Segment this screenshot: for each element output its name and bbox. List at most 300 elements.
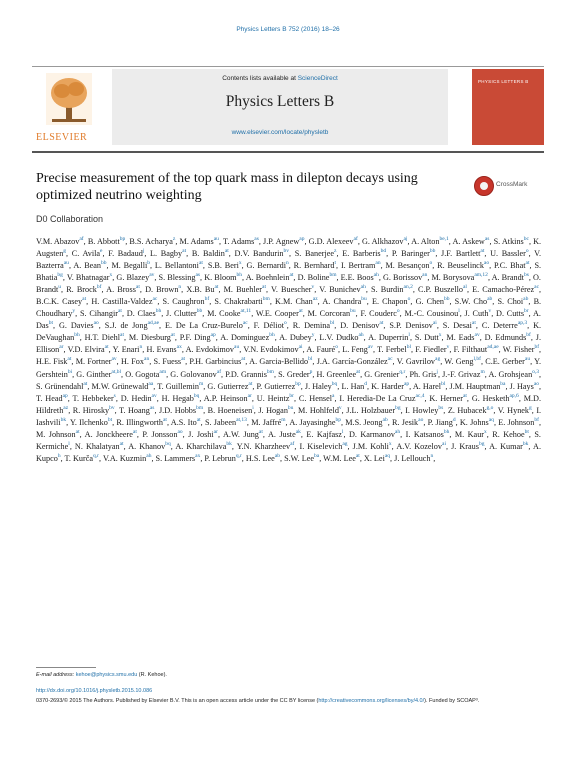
author-affiliation-marker[interactable]: ar [59,344,64,351]
author-affiliation-marker[interactable]: bt [524,428,529,435]
author-name[interactable]: P.F. Ding [179,333,211,343]
author-affiliation-marker[interactable]: o [407,296,411,303]
author-affiliation-marker[interactable]: aq [488,416,494,423]
author-affiliation-marker[interactable]: o,3 [532,368,540,375]
author-affiliation-marker[interactable]: ao [418,416,424,423]
author-name[interactable]: L. Han [341,381,365,391]
author-name[interactable]: S.J. de Jong [104,321,148,331]
author-affiliation-marker[interactable]: bb [443,296,450,303]
author-name[interactable]: J.-F. Grivaz [442,369,481,379]
author-affiliation-marker[interactable]: bf [534,344,540,351]
author-affiliation-marker[interactable]: ap [403,380,410,387]
author-affiliation-marker[interactable]: z [172,236,176,242]
author-affiliation-marker[interactable]: at [120,332,124,339]
author-affiliation-marker[interactable]: v [311,284,315,291]
author-affiliation-marker[interactable]: g,o [486,404,494,411]
author-name[interactable]: T. Head [36,393,63,403]
author-name[interactable]: J.F. Bartlett [441,249,481,259]
author-name[interactable]: S. Dutt [414,333,439,343]
author-affiliation-marker[interactable]: av [474,332,480,339]
crossmark-badge[interactable] [474,176,544,196]
author-name[interactable]: K. DeVaughan [36,321,542,343]
author-name[interactable]: D. Karmanov [348,429,395,439]
author-name[interactable]: G. Davies [58,321,94,331]
author-affiliation-marker[interactable]: bt [107,416,113,423]
journal-homepage-link[interactable]: www.elsevier.com/locate/physletb [231,129,329,136]
author-name[interactable]: G. Bernardi [246,261,287,271]
author-affiliation-marker[interactable]: bg [395,404,401,411]
author-name[interactable]: G. Golovanov [170,369,217,379]
author-affiliation-marker[interactable]: ah [373,272,379,279]
author-name[interactable]: M. Cooke [207,309,241,319]
author-name[interactable]: P. Jonsson [142,429,178,439]
author-name[interactable]: T. Ferbel [377,345,407,355]
author-name[interactable]: D. Boline [297,273,330,283]
author-name[interactable]: E. Johnson [498,417,535,427]
author-name[interactable]: M.W. Grünewald [91,381,149,391]
author-affiliation-marker[interactable]: bb [101,260,107,267]
author-name[interactable]: B.S. Acharya [129,237,173,246]
author-affiliation-marker[interactable]: at [355,452,360,459]
author-name[interactable]: C. Hensel [298,393,333,403]
author-name[interactable]: V. Bunichev [319,285,361,295]
author-affiliation-marker[interactable]: d [452,416,456,423]
author-affiliation-marker[interactable]: ao [533,380,540,387]
author-name[interactable]: J. Kraus [451,441,479,451]
author-name[interactable]: J. Clutter [166,309,197,319]
author-affiliation-marker[interactable]: at [289,272,294,279]
author-name[interactable]: P. Lebrun [204,453,236,463]
author-name[interactable]: E. Kajfasz [306,429,342,439]
author-name[interactable]: S. Burdin [371,285,404,295]
author-name[interactable]: Y. Gershtein [36,357,542,379]
author-name[interactable]: F. Badaud [108,249,143,259]
author-name[interactable]: P. Gutierrez [256,381,296,391]
license-link[interactable]: http://creativecommons.org/licenses/by/4.0/ [318,698,425,704]
author-name[interactable]: G. Ginther [76,369,112,379]
author-name[interactable]: R. Illingworth [116,417,163,427]
author-affiliation-marker[interactable]: bu [287,404,294,411]
author-affiliation-marker[interactable]: l,bf [473,356,481,363]
author-name[interactable]: A. Dubey [279,333,312,343]
author-name[interactable]: M. Eads [446,333,475,343]
author-affiliation-marker[interactable]: o [335,344,338,351]
author-affiliation-marker[interactable]: at [258,428,263,435]
author-name[interactable]: J.L. Holzbauer [346,405,396,415]
author-name[interactable]: V. Bhatnagar [66,273,110,283]
author-name[interactable]: H. Hegab [161,393,194,403]
author-affiliation-marker[interactable]: bu [361,296,367,303]
author-name[interactable]: A.S. Ito [170,417,197,427]
author-name[interactable]: J.M. Hauptman [449,381,501,391]
author-name[interactable]: S. Lammers [155,453,196,463]
author-name[interactable]: H. Evans [146,345,177,355]
author-name[interactable]: A. Khanov [128,441,166,451]
author-affiliation-marker[interactable]: ab [523,296,529,303]
author-name[interactable]: M. Adams [179,237,214,246]
author-affiliation-marker[interactable]: at [214,284,219,291]
author-affiliation-marker[interactable]: ai [298,344,303,351]
author-affiliation-marker[interactable]: ao [93,320,99,327]
author-affiliation-marker[interactable]: ax [195,452,201,459]
author-name[interactable]: A. Alton [411,237,440,246]
author-affiliation-marker[interactable]: at [248,380,253,387]
author-name[interactable]: R. Beuselinck [437,261,484,271]
author-affiliation-marker[interactable]: af [79,236,84,242]
author-name[interactable]: A. Bean [73,261,102,271]
author-affiliation-marker[interactable]: av [111,356,117,363]
author-affiliation-marker[interactable]: br [289,392,295,399]
author-affiliation-marker[interactable]: l [458,308,460,315]
author-name[interactable]: A. Evdokimov [185,345,234,355]
author-name[interactable]: S. Greder [278,369,310,379]
author-name[interactable]: L. Feng [342,345,368,355]
author-name[interactable]: J. Haley [304,381,332,391]
author-affiliation-marker[interactable]: q,r [93,452,99,459]
author-affiliation-marker[interactable]: m [198,380,204,387]
author-name[interactable]: M.S. Jeong [345,417,383,427]
author-name[interactable]: T. Adams [222,237,255,246]
author-affiliation-marker[interactable]: an [144,356,150,363]
author-name[interactable]: A. Duperrin [368,333,409,343]
author-affiliation-marker[interactable]: as [195,272,201,279]
author-affiliation-marker[interactable]: at [224,248,229,255]
author-affiliation-marker[interactable]: ao [483,260,490,267]
author-affiliation-marker[interactable]: ba [500,380,506,387]
author-name[interactable]: A. Kumar [489,441,523,451]
author-affiliation-marker[interactable]: x [438,332,442,339]
author-affiliation-marker[interactable]: ai [442,440,446,447]
author-name[interactable]: J. Hays [509,381,534,391]
author-name[interactable]: S. Fuess [153,357,182,367]
author-affiliation-marker[interactable]: bh [443,428,450,435]
author-affiliation-marker[interactable]: l [408,332,410,339]
author-name[interactable]: S. Cihangir [79,309,118,319]
author-name[interactable]: S. Banerjee [294,249,335,259]
author-name[interactable]: I. Iashvili [36,405,542,427]
author-name[interactable]: E. Camacho-Pérez [472,285,535,295]
author-name[interactable]: D. Edmunds [484,333,527,343]
author-affiliation-marker[interactable]: at [104,344,109,351]
author-name[interactable]: X.B. Bu [186,285,215,295]
author-affiliation-marker[interactable]: ad,ae [487,344,499,351]
author-name[interactable]: F. Déliot [253,321,284,331]
author-name[interactable]: D. Brown [145,285,179,295]
author-name[interactable]: C. Avila [71,249,101,259]
author-name[interactable]: H.E. Fisk [36,357,68,367]
author-name[interactable]: P.H. Garbincius [189,357,242,367]
author-affiliation-marker[interactable]: bh [269,332,275,339]
author-affiliation-marker[interactable]: au [234,344,240,351]
author-name[interactable]: P.D. Grannis [225,369,267,379]
author-name[interactable]: M. Kaur [454,429,485,439]
author-name[interactable]: V.M. Abazov [36,237,80,246]
author-affiliation-marker[interactable]: bm [266,368,274,375]
author-affiliation-marker[interactable]: bq [331,380,338,387]
author-name[interactable]: R. Demina [292,321,331,331]
author-affiliation-marker[interactable]: ah [394,428,401,435]
author-affiliation-marker[interactable]: b [147,260,151,267]
author-name[interactable]: S.W. Lee [284,453,315,463]
author-affiliation-marker[interactable]: at [82,296,87,303]
author-affiliation-marker[interactable]: bh [236,272,243,279]
author-affiliation-marker[interactable]: bc [523,236,529,242]
author-name[interactable]: G. Hesketh [471,393,510,403]
author-name[interactable]: B. Choudhary [36,297,542,319]
author-name[interactable]: M. Begalli [111,261,148,271]
author-affiliation-marker[interactable]: v [446,344,450,351]
author-affiliation-marker[interactable]: p [309,368,313,375]
author-affiliation-marker[interactable]: bp [119,236,126,242]
author-name[interactable]: M.-C. Cousinou [404,309,459,319]
author-affiliation-marker[interactable]: o [525,248,529,255]
author-name[interactable]: A. Fauré [306,345,336,355]
author-name[interactable]: K. Bloom [204,273,237,283]
author-affiliation-marker[interactable]: ag [435,356,441,363]
author-affiliation-marker[interactable]: bp [295,380,301,387]
author-name[interactable]: K. Augsten [36,237,542,259]
author-affiliation-marker[interactable]: ao [177,428,183,435]
author-affiliation-marker[interactable]: ad,ae [147,320,160,327]
author-affiliation-marker[interactable]: ar [247,392,252,399]
author-affiliation-marker[interactable]: q,r [235,452,242,459]
author-name[interactable]: V.A. Kuzmin [102,453,147,463]
author-name[interactable]: E. Barberis [342,249,381,259]
author-name[interactable]: S. Caughron [162,297,205,307]
author-affiliation-marker[interactable]: bq [193,392,200,399]
author-affiliation-marker[interactable]: g [529,404,532,411]
author-affiliation-marker[interactable]: o [429,260,433,267]
author-affiliation-marker[interactable]: x [388,440,392,447]
author-name[interactable]: Y. Enari [112,345,140,355]
author-name[interactable]: M. Hohlfeld [297,405,339,415]
author-name[interactable]: M. Buehler [223,285,262,295]
author-name[interactable]: G. Chen [415,297,444,307]
author-name[interactable]: C.P. Buszello [418,285,463,295]
author-name[interactable]: J. Lellouch [394,453,431,463]
author-affiliation-marker[interactable]: o [283,320,287,327]
author-name[interactable]: C. Deterre [481,321,518,331]
author-name[interactable]: H. Castilla-Valdez [91,297,153,307]
author-affiliation-marker[interactable]: ag [342,440,348,447]
author-affiliation-marker[interactable]: bf [534,416,539,423]
author-affiliation-marker[interactable]: ap [210,332,216,339]
author-affiliation-marker[interactable]: av [367,344,374,351]
author-name[interactable]: H.S. Lee [245,453,275,463]
author-name[interactable]: W. Fisher [502,345,535,355]
author-name[interactable]: H.T. Diehl [84,333,120,343]
author-name[interactable]: P. Jiang [427,417,453,427]
author-affiliation-marker[interactable]: bm [262,296,270,303]
author-affiliation-marker[interactable]: ax [176,344,182,351]
author-name[interactable]: A. Das [36,309,541,331]
author-name[interactable]: M.D. Hildreth [36,393,542,415]
author-affiliation-marker[interactable]: au [213,236,219,242]
author-affiliation-marker[interactable]: bb [429,248,436,255]
author-affiliation-marker[interactable]: s [113,392,116,399]
author-name[interactable]: S. Chakrabarti [214,297,263,307]
author-affiliation-marker[interactable]: bf [204,296,210,303]
author-affiliation-marker[interactable]: av [149,272,155,279]
author-affiliation-marker[interactable]: ac [152,296,158,303]
author-affiliation-marker[interactable]: at [356,368,361,375]
author-name[interactable]: J. Joshi [188,429,214,439]
journal-cover-thumbnail[interactable] [472,69,544,145]
author-affiliation-marker[interactable]: bl [330,320,335,327]
author-affiliation-marker[interactable]: am,12 [474,272,488,279]
author-name[interactable]: I. Howley [405,405,439,415]
author-name[interactable]: A.V. Kozelov [396,441,442,451]
author-name[interactable]: F. Filthaut [453,345,488,355]
author-affiliation-marker[interactable]: bl [308,356,313,363]
author-affiliation-marker[interactable]: v [488,308,492,315]
author-name[interactable]: M. Diesburg [128,333,171,343]
author-name[interactable]: R. Kehoe [492,429,525,439]
author-affiliation-marker[interactable]: n [430,452,434,459]
journal-reference[interactable]: Physics Letters B 752 (2016) 18–26 [236,26,340,33]
author-name[interactable]: A. Kupco [36,441,541,463]
author-name[interactable]: I. Bertram [340,261,376,271]
author-affiliation-marker[interactable]: bg [478,440,485,447]
author-name[interactable]: U. Bassler [490,249,526,259]
author-affiliation-marker[interactable]: o [396,308,400,315]
author-name[interactable]: Y. Ilchenko [70,417,108,427]
author-affiliation-marker[interactable]: at [162,416,167,423]
author-name[interactable]: A. Boehnlein [245,273,290,283]
author-name[interactable]: Ph. Gris [409,369,437,379]
author-affiliation-marker[interactable]: a [332,392,335,399]
author-affiliation-marker[interactable]: ap,3 [517,320,528,327]
author-affiliation-marker[interactable]: bm [329,272,337,279]
author-name[interactable]: B. Baldin [191,249,225,259]
author-name[interactable]: G. Blazey [116,273,150,283]
author-affiliation-marker[interactable]: bl [406,344,411,351]
author-name[interactable]: B. Hoeneisen [207,405,253,415]
author-name[interactable]: M. Borysova [431,273,475,283]
author-name[interactable]: A. Brandt [491,273,524,283]
author-affiliation-marker[interactable]: y [311,332,315,339]
author-affiliation-marker[interactable]: at,11 [240,308,252,315]
author-name[interactable]: P.C. Bhat [494,261,526,271]
author-name[interactable]: V. Hynek [497,405,530,415]
author-name[interactable]: S. Choi [497,297,524,307]
author-name[interactable]: W.E. Cooper [255,309,299,319]
author-affiliation-marker[interactable]: at [119,440,124,447]
author-affiliation-marker[interactable]: at [241,356,246,363]
author-name[interactable]: A. Grohsjean [488,369,533,379]
author-affiliation-marker[interactable]: ab [382,416,388,423]
author-affiliation-marker[interactable]: bk [60,416,67,423]
author-affiliation-marker[interactable]: n [139,344,143,351]
author-name[interactable]: V. Bazterra [36,249,542,271]
author-name[interactable]: S. Blessing [158,273,196,283]
author-affiliation-marker[interactable]: ak [295,428,301,435]
author-affiliation-marker[interactable]: ah [358,332,364,339]
sciencedirect-link[interactable]: ScienceDirect [297,75,338,82]
author-affiliation-marker[interactable]: bd [380,248,387,255]
doi-link[interactable]: http://dx.doi.org/10.1016/j.physletb.2015.10.086 [36,688,153,694]
author-name[interactable]: L.V. Dudko [319,333,359,343]
author-affiliation-marker[interactable]: d [364,380,367,387]
author-affiliation-marker[interactable]: i [252,404,254,411]
author-name[interactable]: F. Couderc [360,309,397,319]
author-name[interactable]: K. Johns [459,417,489,427]
author-affiliation-marker[interactable]: aq [384,452,391,459]
author-name[interactable]: A. Chandra [322,297,362,307]
author-affiliation-marker[interactable]: ac [387,356,393,363]
author-name[interactable]: S.P. Denisov [389,321,433,331]
author-affiliation-marker[interactable]: ac,4 [415,392,425,399]
author-affiliation-marker[interactable]: an [422,272,428,279]
author-name[interactable]: I. Kiselevich [299,441,343,451]
author-name[interactable]: H. Fox [121,357,144,367]
author-affiliation-marker[interactable]: q,r [399,368,406,375]
author-name[interactable]: S.W. Cho [454,297,488,307]
author-affiliation-marker[interactable]: at [480,248,485,255]
author-affiliation-marker[interactable]: h [57,452,61,459]
author-affiliation-marker[interactable]: bv [109,404,115,411]
author-affiliation-marker[interactable]: at [525,260,530,267]
author-affiliation-marker[interactable]: bl [441,380,446,387]
author-affiliation-marker[interactable]: al [462,284,467,291]
author-name[interactable]: I. Heredia-De La Cruz [339,393,416,403]
author-affiliation-marker[interactable]: at,13 [236,416,247,423]
author-affiliation-marker[interactable]: az [312,296,318,303]
author-affiliation-marker[interactable]: at [83,380,88,387]
author-affiliation-marker[interactable]: at [262,284,266,291]
author-name[interactable]: G. Grenier [364,369,400,379]
author-affiliation-marker[interactable]: af [216,368,222,375]
author-name[interactable]: S. Bhatia [36,261,542,283]
author-affiliation-marker[interactable]: af [290,440,295,447]
author-name[interactable]: G. Alkhazov [361,237,404,246]
author-name[interactable]: Y.N. Kharzheev [236,441,291,451]
author-affiliation-marker[interactable]: at [196,416,201,423]
author-name[interactable]: D. Hedin [120,393,152,403]
author-affiliation-marker[interactable]: ar [213,428,218,435]
author-affiliation-marker[interactable]: ap,6 [509,392,519,399]
author-name[interactable]: A. Garcia-Bellido [249,357,309,367]
author-affiliation-marker[interactable]: x [238,260,242,267]
author-affiliation-marker[interactable]: ab [274,452,280,459]
author-affiliation-marker[interactable]: v [338,404,342,411]
author-name[interactable]: D. Claes [126,309,156,319]
author-name[interactable]: E. De La Cruz-Burelo [164,321,243,331]
author-affiliation-marker[interactable]: ap [299,236,305,242]
author-name[interactable]: U. Heintz [256,393,290,403]
author-affiliation-marker[interactable]: af [353,236,358,242]
author-affiliation-marker[interactable]: ah [360,284,366,291]
author-affiliation-marker[interactable]: m [281,416,286,423]
author-affiliation-marker[interactable]: z [334,248,337,255]
author-name[interactable]: A.W. Jung [223,429,259,439]
author-name[interactable]: A. Kharchilava [175,441,227,451]
author-affiliation-marker[interactable]: ac [242,320,248,327]
author-affiliation-marker[interactable]: at [298,308,303,315]
author-name[interactable]: J. Cuth [464,309,489,319]
author-affiliation-marker[interactable]: br [524,308,529,315]
author-name[interactable]: X. Lei [363,453,385,463]
author-affiliation-marker[interactable]: as [484,236,490,242]
author-name[interactable]: W. Geng [444,357,474,367]
author-name[interactable]: T. Kurča [64,453,94,463]
author-name[interactable]: T. Hebbeker [72,393,114,403]
author-name[interactable]: A. Bross [106,285,136,295]
author-affiliation-marker[interactable]: bv [283,248,289,255]
author-name[interactable]: A. Harel [412,381,442,391]
author-affiliation-marker[interactable]: bt [48,320,54,327]
author-affiliation-marker[interactable]: ab [487,296,493,303]
